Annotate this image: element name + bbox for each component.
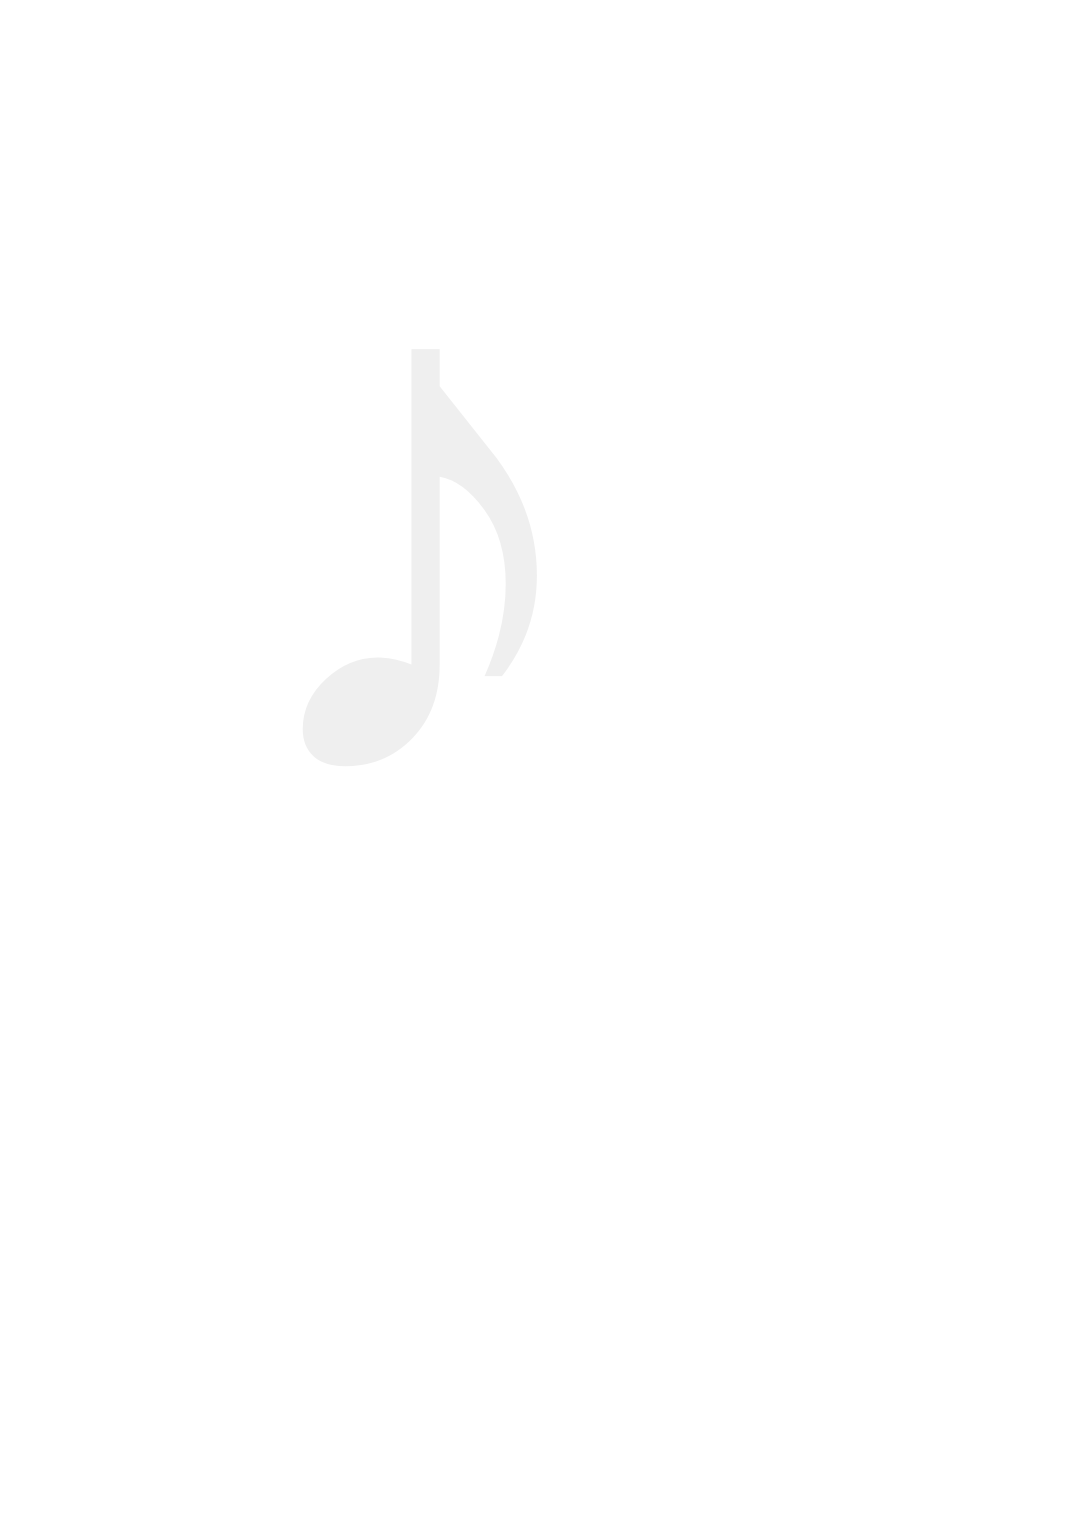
watermark-logo: ♪ — [230, 101, 610, 942]
